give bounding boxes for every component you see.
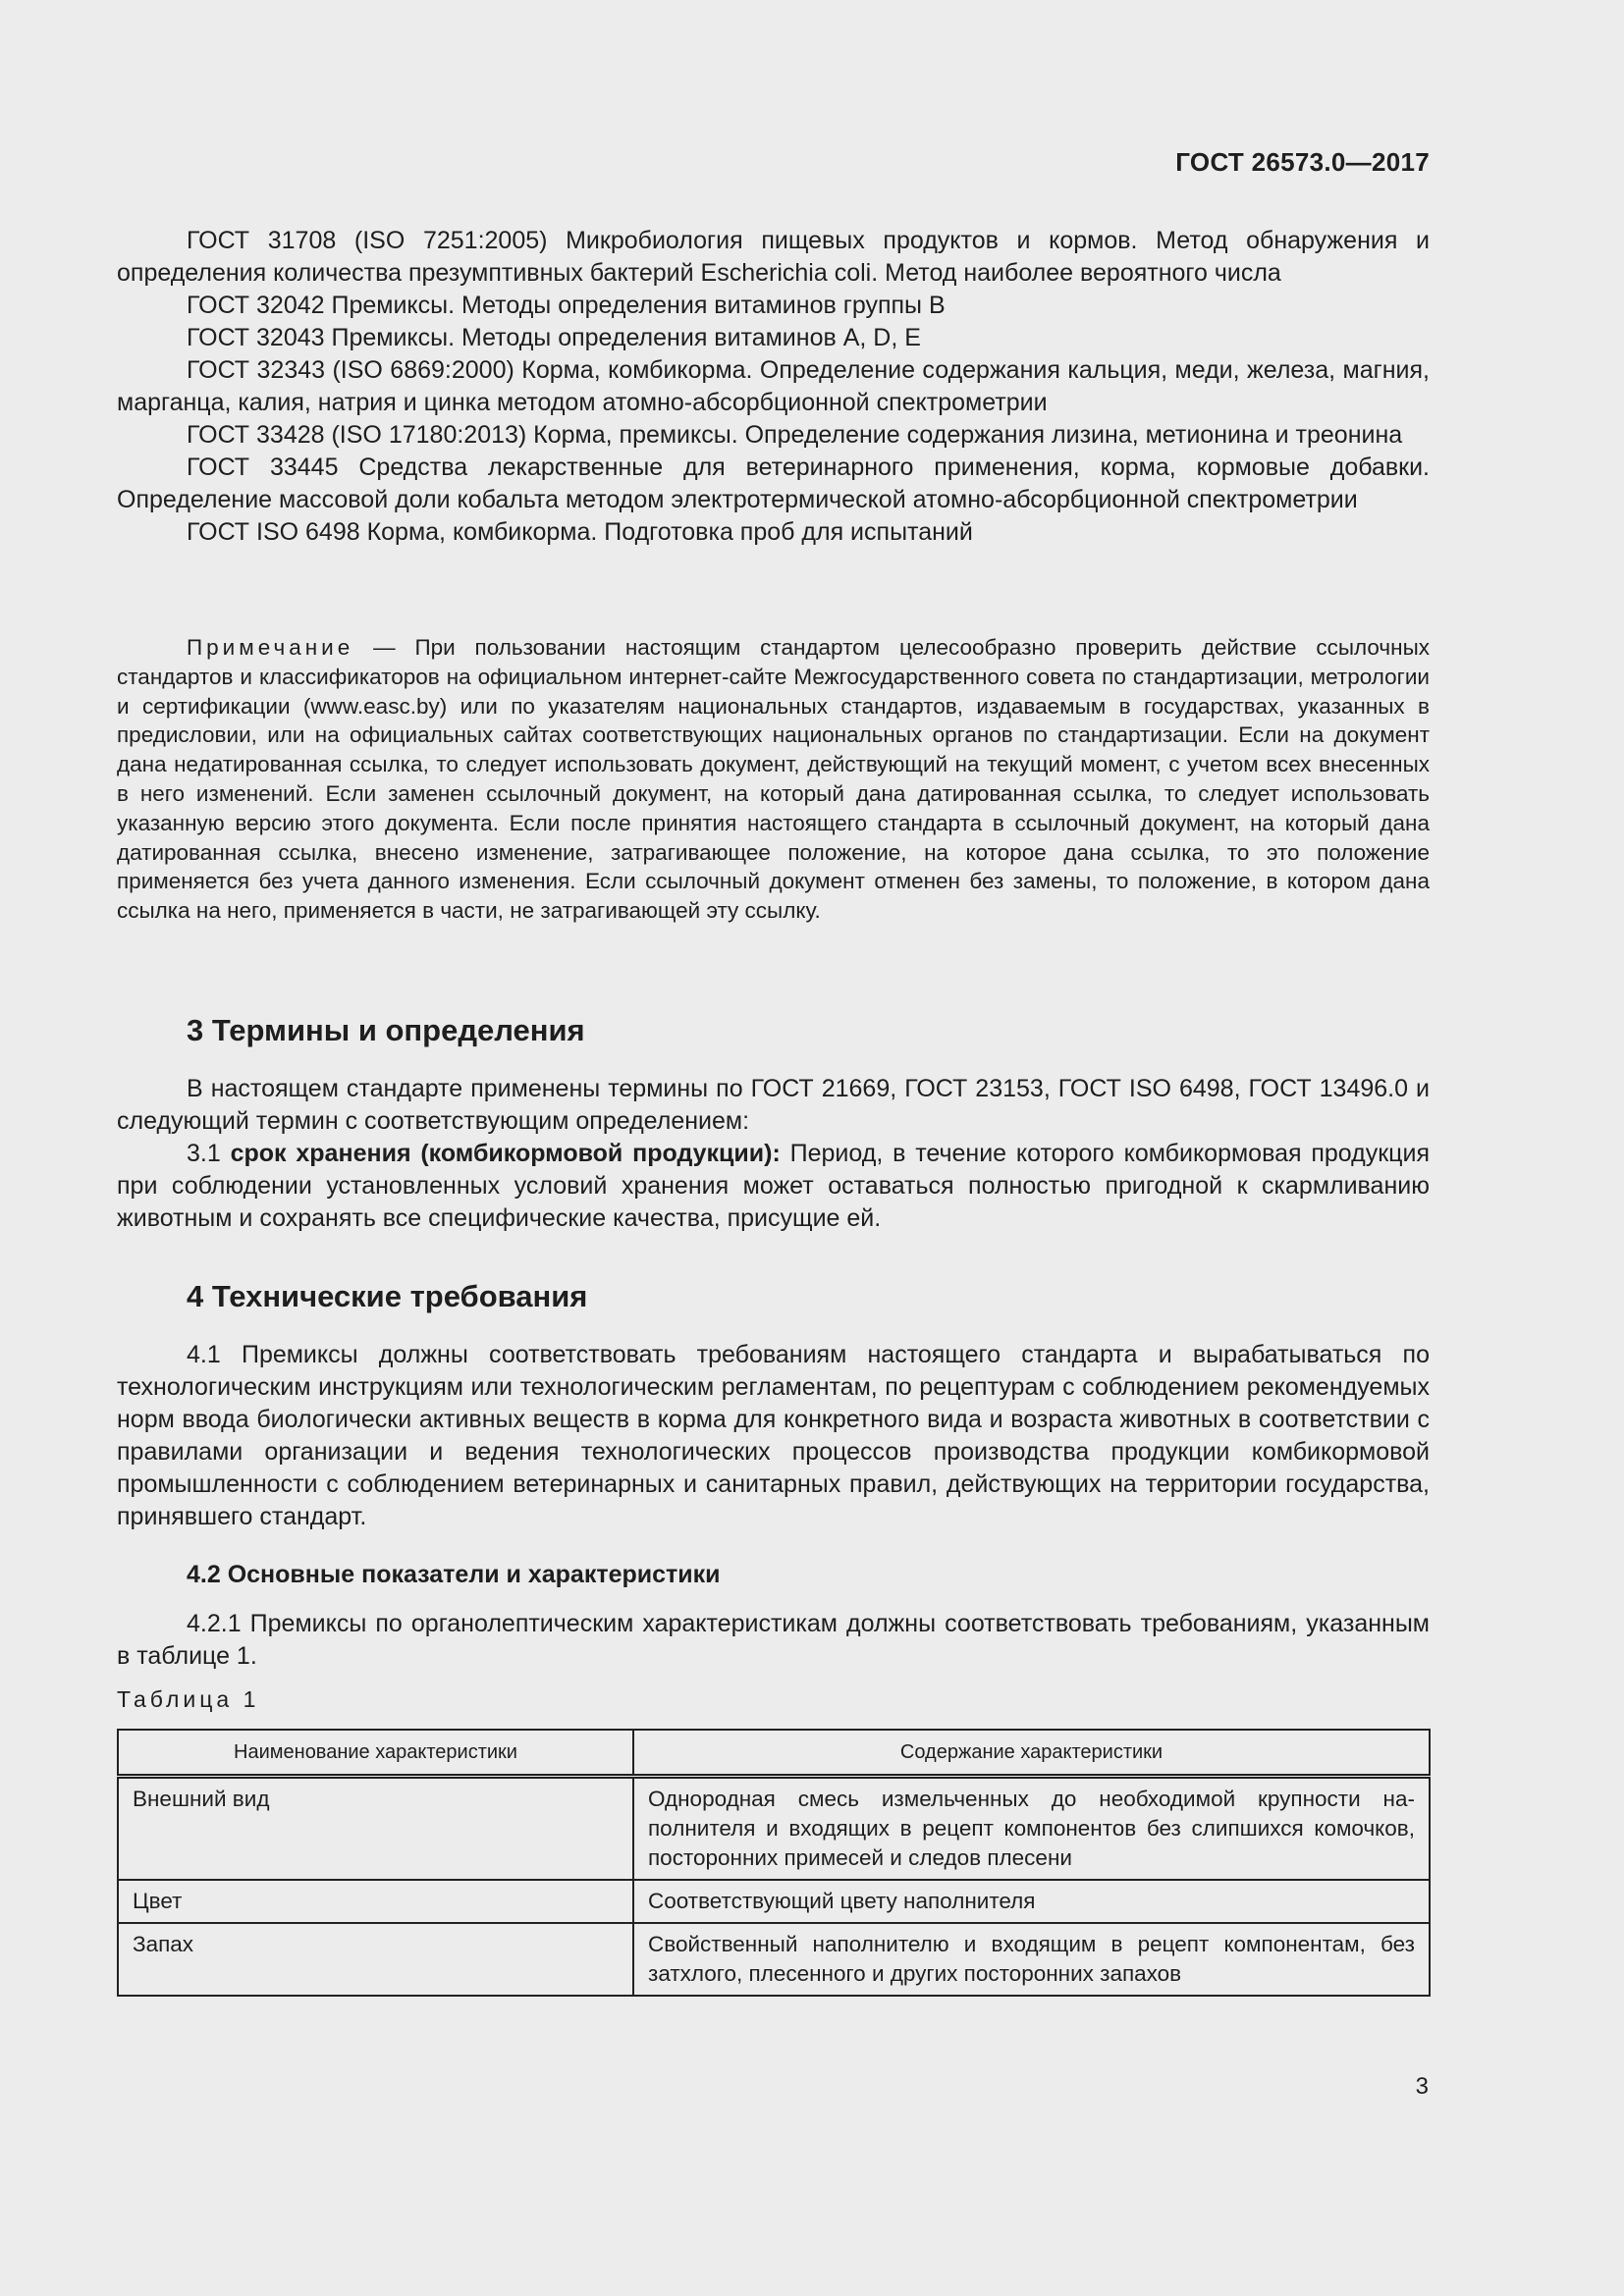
- term-definition-text: Период, в течение которого комбикормовая продукция при соблюдении установленных условий хранения может оставаться полностью пригодной к скармливанию животным и сохранять все специфические качества, присущие ей.: [117, 1140, 1431, 1232]
- note-text: — При пользовании настоящим стандартом целесообразно проверить действие ссылочных стандартов и классификаторов на официальном интернет-сайте Межгосударственного совета по стандартизации, метрологии и сертификации (www.easc.by) или по указателям национальных стандартов, издаваемым в государствах, указанных в предисловии, или на официальных сайтах соответствующих национальных органов по стандартизации. Если на документ дана недатированная ссылка, то следует использовать документ, действующий на текущий момент, с учетом всех внесенных в него изменений. Если заменен ссылочный документ, на который дана датированная ссылка, то следует использовать указанную версию этого документа. Если после принятия настоящего стандарта в ссылочный документ, на который дана датированная ссылка, внесено изменение, затрагивающее положение, на которое дана ссылка, то это положение применяется без учета данного изменения. Если ссылочный документ отменен без замены, то положение, в котором дана ссылка на него, применяется в части, не затрагивающей эту ссылку.: [117, 635, 1430, 924]
- table-caption: Таблица 1: [117, 1686, 260, 1712]
- section-4-title: 4 Технические требования: [187, 1279, 588, 1313]
- table-row: [118, 1777, 1430, 1881]
- table-row: [118, 1923, 1430, 1996]
- table-cell: Запах: [118, 1923, 633, 1996]
- table-header-row: [118, 1730, 1430, 1777]
- table-row: [118, 1880, 1430, 1923]
- table-cell: Внешний вид: [118, 1777, 633, 1881]
- subsection-4-2-title: 4.2 Основные показатели и характеристики: [187, 1561, 721, 1588]
- table-header-cell: Содержание характеристики: [633, 1730, 1430, 1777]
- paragraph-4-2-1: 4.2.1 Премиксы по органолептическим характеристикам должны соответствовать требованиям, указанным в таблице 1.: [117, 1610, 1430, 1670]
- paragraph-4-1: 4.1 Премиксы должны соответствовать требованиям настоящего стандарта и вырабатываться по технологическим инструкциям или технологическим регламентам, по рецептурам с соблюдением рекомендуемых норм ввода биологически активных веществ в корма для конкретного вида и возраста животных в соответствии с правилами организации и ведения технологических процессов производства продукции комбикормовой промышленности с соблюдением ветеринарных и санитарных правил, действующих на территории государства, принявшего стандарт.: [117, 1341, 1430, 1530]
- page-number: 3: [1415, 2073, 1429, 2100]
- term-number: 3.1: [187, 1140, 231, 1167]
- table-cell: Цвет: [118, 1880, 633, 1923]
- term-name: срок хранения (комбикормовой продукции):: [230, 1140, 781, 1167]
- table-header-cell: Наименование характеристики: [118, 1730, 633, 1777]
- characteristics-table: [117, 1729, 1431, 1997]
- normative-references-list: [117, 225, 1430, 549]
- term-definition: [117, 1138, 1430, 1235]
- table-cell: Соответствующий цвету наполнителя: [633, 1880, 1430, 1923]
- table-cell: Свойственный наполнителю и входящим в рецепт компонентам, без затхлого, плесенного и других посторонних запахов: [633, 1923, 1430, 1996]
- note-paragraph: [117, 633, 1430, 926]
- reference-item: ГОСТ 32043 Премиксы. Методы определения витаминов А, D, Е: [187, 324, 921, 351]
- note-label: Примечание: [187, 635, 354, 660]
- section-3-intro: В настоящем стандарте применены термины по ГОСТ 21669, ГОСТ 23153, ГОСТ ISO 6498, ГОСТ 13496.0 и следующий термин с соответствующим определением:: [117, 1075, 1430, 1135]
- reference-item: ГОСТ 31708 (ISO 7251:2005) Микробиология пищевых продуктов и кормов. Метод обнаружения и определения количества презумптивных бактерий Escherichia coli. Метод наиболее вероятного числа: [117, 227, 1430, 287]
- section-3-title: 3 Термины и определения: [187, 1013, 585, 1047]
- reference-item: ГОСТ 32343 (ISO 6869:2000) Корма, комбикорма. Определение содержания кальция, меди, железа, магния, марганца, калия, натрия и цинка методом атомно-абсорбционной спектрометрии: [117, 356, 1430, 416]
- reference-item: ГОСТ ISO 6498 Корма, комбикорма. Подготовка проб для испытаний: [187, 518, 973, 546]
- reference-item: ГОСТ 33445 Средства лекарственные для ветеринарного применения, корма, кормовые добавки. Определение массовой доли кобальта методом электротермической атомно-абсорбционной спектрометрии: [117, 454, 1430, 513]
- reference-item: ГОСТ 33428 (ISO 17180:2013) Корма, премиксы. Определение содержания лизина, метионина и треонина: [187, 421, 1403, 449]
- reference-item: ГОСТ 32042 Премиксы. Методы определения витаминов группы В: [187, 292, 946, 319]
- table-cell: Однородная смесь измельченных до необходимой крупности наполнителя и входящих в рецепт компонентов без слипшихся комочков, посторонних примесей и следов плесени: [633, 1777, 1430, 1881]
- document-code-header: ГОСТ 26573.0—2017: [1175, 147, 1430, 177]
